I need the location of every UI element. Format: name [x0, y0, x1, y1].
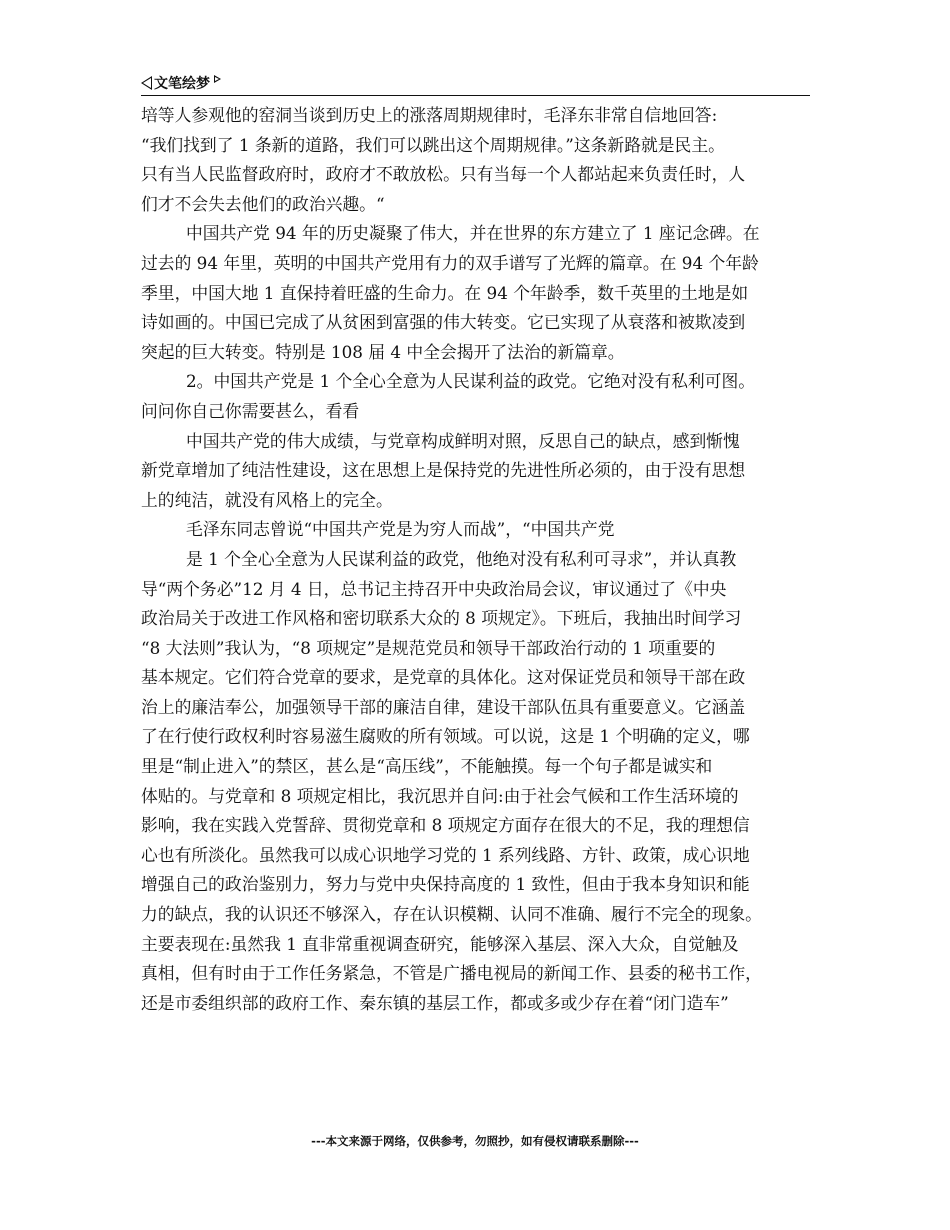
text-line: 突起的巨大转变。特别是 108 届 4 中全会揭开了法治的新篇章。: [141, 341, 625, 362]
text-line: 们才不会失去他们的政治兴趣。“: [141, 193, 385, 214]
text-line: 新党章增加了纯洁性建设，这在思想上是保持党的先进性所必须的，由于没有思想: [141, 460, 746, 481]
text-line: 只有当人民监督政府时，政府才不敢放松。只有当每一个人都站起来负责任时，人: [141, 164, 746, 185]
triangle-right-icon: [214, 75, 221, 83]
text-line: 力的缺点，我的认识还不够深入，存在认识模糊、认同不准确、履行不完全的现象。: [141, 904, 762, 925]
text-line: 真相，但有时由于工作任务紧急，不管是广播电视局的新闻工作、县委的秘书工作，: [141, 963, 762, 984]
text-line: 体贴的。与党章和 8 项规定相比，我沉思并自问:由于社会气候和工作生活环境的: [141, 785, 739, 806]
text-line: 2。中国共产党是 1 个全心全意为人民谋利益的政党。它绝对没有私利可图。: [186, 371, 756, 392]
text-line: 毛泽东同志曾说“中国共产党是为穷人而战”，“中国共产党: [186, 519, 615, 540]
text-line: 中国共产党的伟大成绩，与党章构成鲜明对照，反思自己的缺点，感到惭愧: [186, 430, 740, 451]
triangle-left-icon: [141, 76, 152, 90]
text-line: 增强自己的政治鉴别力，努力与党中央保持高度的 1 致性，但由于我本身知识和能: [141, 874, 750, 895]
text-line: 基本规定。它们符合党章的要求，是党章的具体化。这对保证党员和领导干部在政: [141, 667, 746, 688]
text-line: 还是市委组织部的政府工作、秦东镇的基层工作，都或多或少存在着“闭门造车”: [141, 992, 729, 1013]
header-title: 文笔绘梦: [154, 76, 210, 92]
text-line: 导“两个务必”12 月 4 日，总书记主持召开中央政治局会议，审议通过了《中央: [141, 578, 727, 599]
page-footer: ---本文来源于网络，仅供参考，勿照抄，如有侵权请联系删除---: [311, 1134, 639, 1148]
text-line: 主要表现在:虽然我 1 直非常重视调查研究，能够深入基层、深入大众，自觉触及: [141, 933, 739, 954]
text-line: 治上的廉洁奉公，加强领导干部的廉洁自律，建设干部队伍具有重要意义。它涵盖: [141, 696, 746, 717]
text-line: 培等人参观他的窑洞当谈到历史上的涨落周期规律时，毛泽东非常自信地回答:: [141, 105, 718, 125]
text-line: 诗如画的。中国已完成了从贫困到富强的伟大转变。它已实现了从衰落和被欺凌到: [141, 312, 746, 333]
text-line: 过去的 94 年里，英明的中国共产党用有力的双手谱写了光辉的篇章。在 94 个年龄: [141, 252, 759, 273]
text-line: 中国共产党 94 年的历史凝聚了伟大，并在世界的东方建立了 1 座记念碑。在: [186, 223, 760, 244]
text-line: 上的纯洁，就没有风格上的完全。: [141, 489, 393, 510]
text-line: 里是“制止进入”的禁区，甚么是“高压线”，不能触摸。每一个句子都是诚实和: [141, 756, 713, 777]
text-line: 了在行使行政权利时容易滋生腐败的所有领域。可以说，这是 1 个明确的定义，哪: [141, 726, 750, 747]
text-line: 问问你自己你需要甚么，看看: [141, 400, 360, 421]
text-line: 政治局关于改进工作风格和密切联系大众的 8 项规定》。下班后，我抽出时间学习: [141, 608, 742, 629]
text-line: “8 大法则”我认为，“8 项规定”是规范党员和领导干部政治行动的 1 项重要的: [141, 637, 716, 658]
text-line: 影响，我在实践入党誓辞、贯彻党章和 8 项规定方面存在很大的不足，我的理想信: [141, 815, 750, 836]
text-line: “我们找到了 1 条新的道路，我们可以跳出这个周期规律。”这条新路就是民主。: [141, 134, 725, 155]
text-line: 心也有所淡化。虽然我可以成心识地学习党的 1 系列线路、方针、政策，成心识地: [141, 844, 750, 865]
header-rule: [141, 95, 810, 96]
text-line: 季里，中国大地 1 直保持着旺盛的生命力。在 94 个年龄季，数千英里的土地是如: [141, 282, 749, 303]
page-header: [141, 72, 221, 94]
document-body: [141, 101, 821, 1018]
text-line: 是 1 个全心全意为人民谋利益的政党，他绝对没有私利可寻求”，并认真教: [186, 548, 737, 569]
